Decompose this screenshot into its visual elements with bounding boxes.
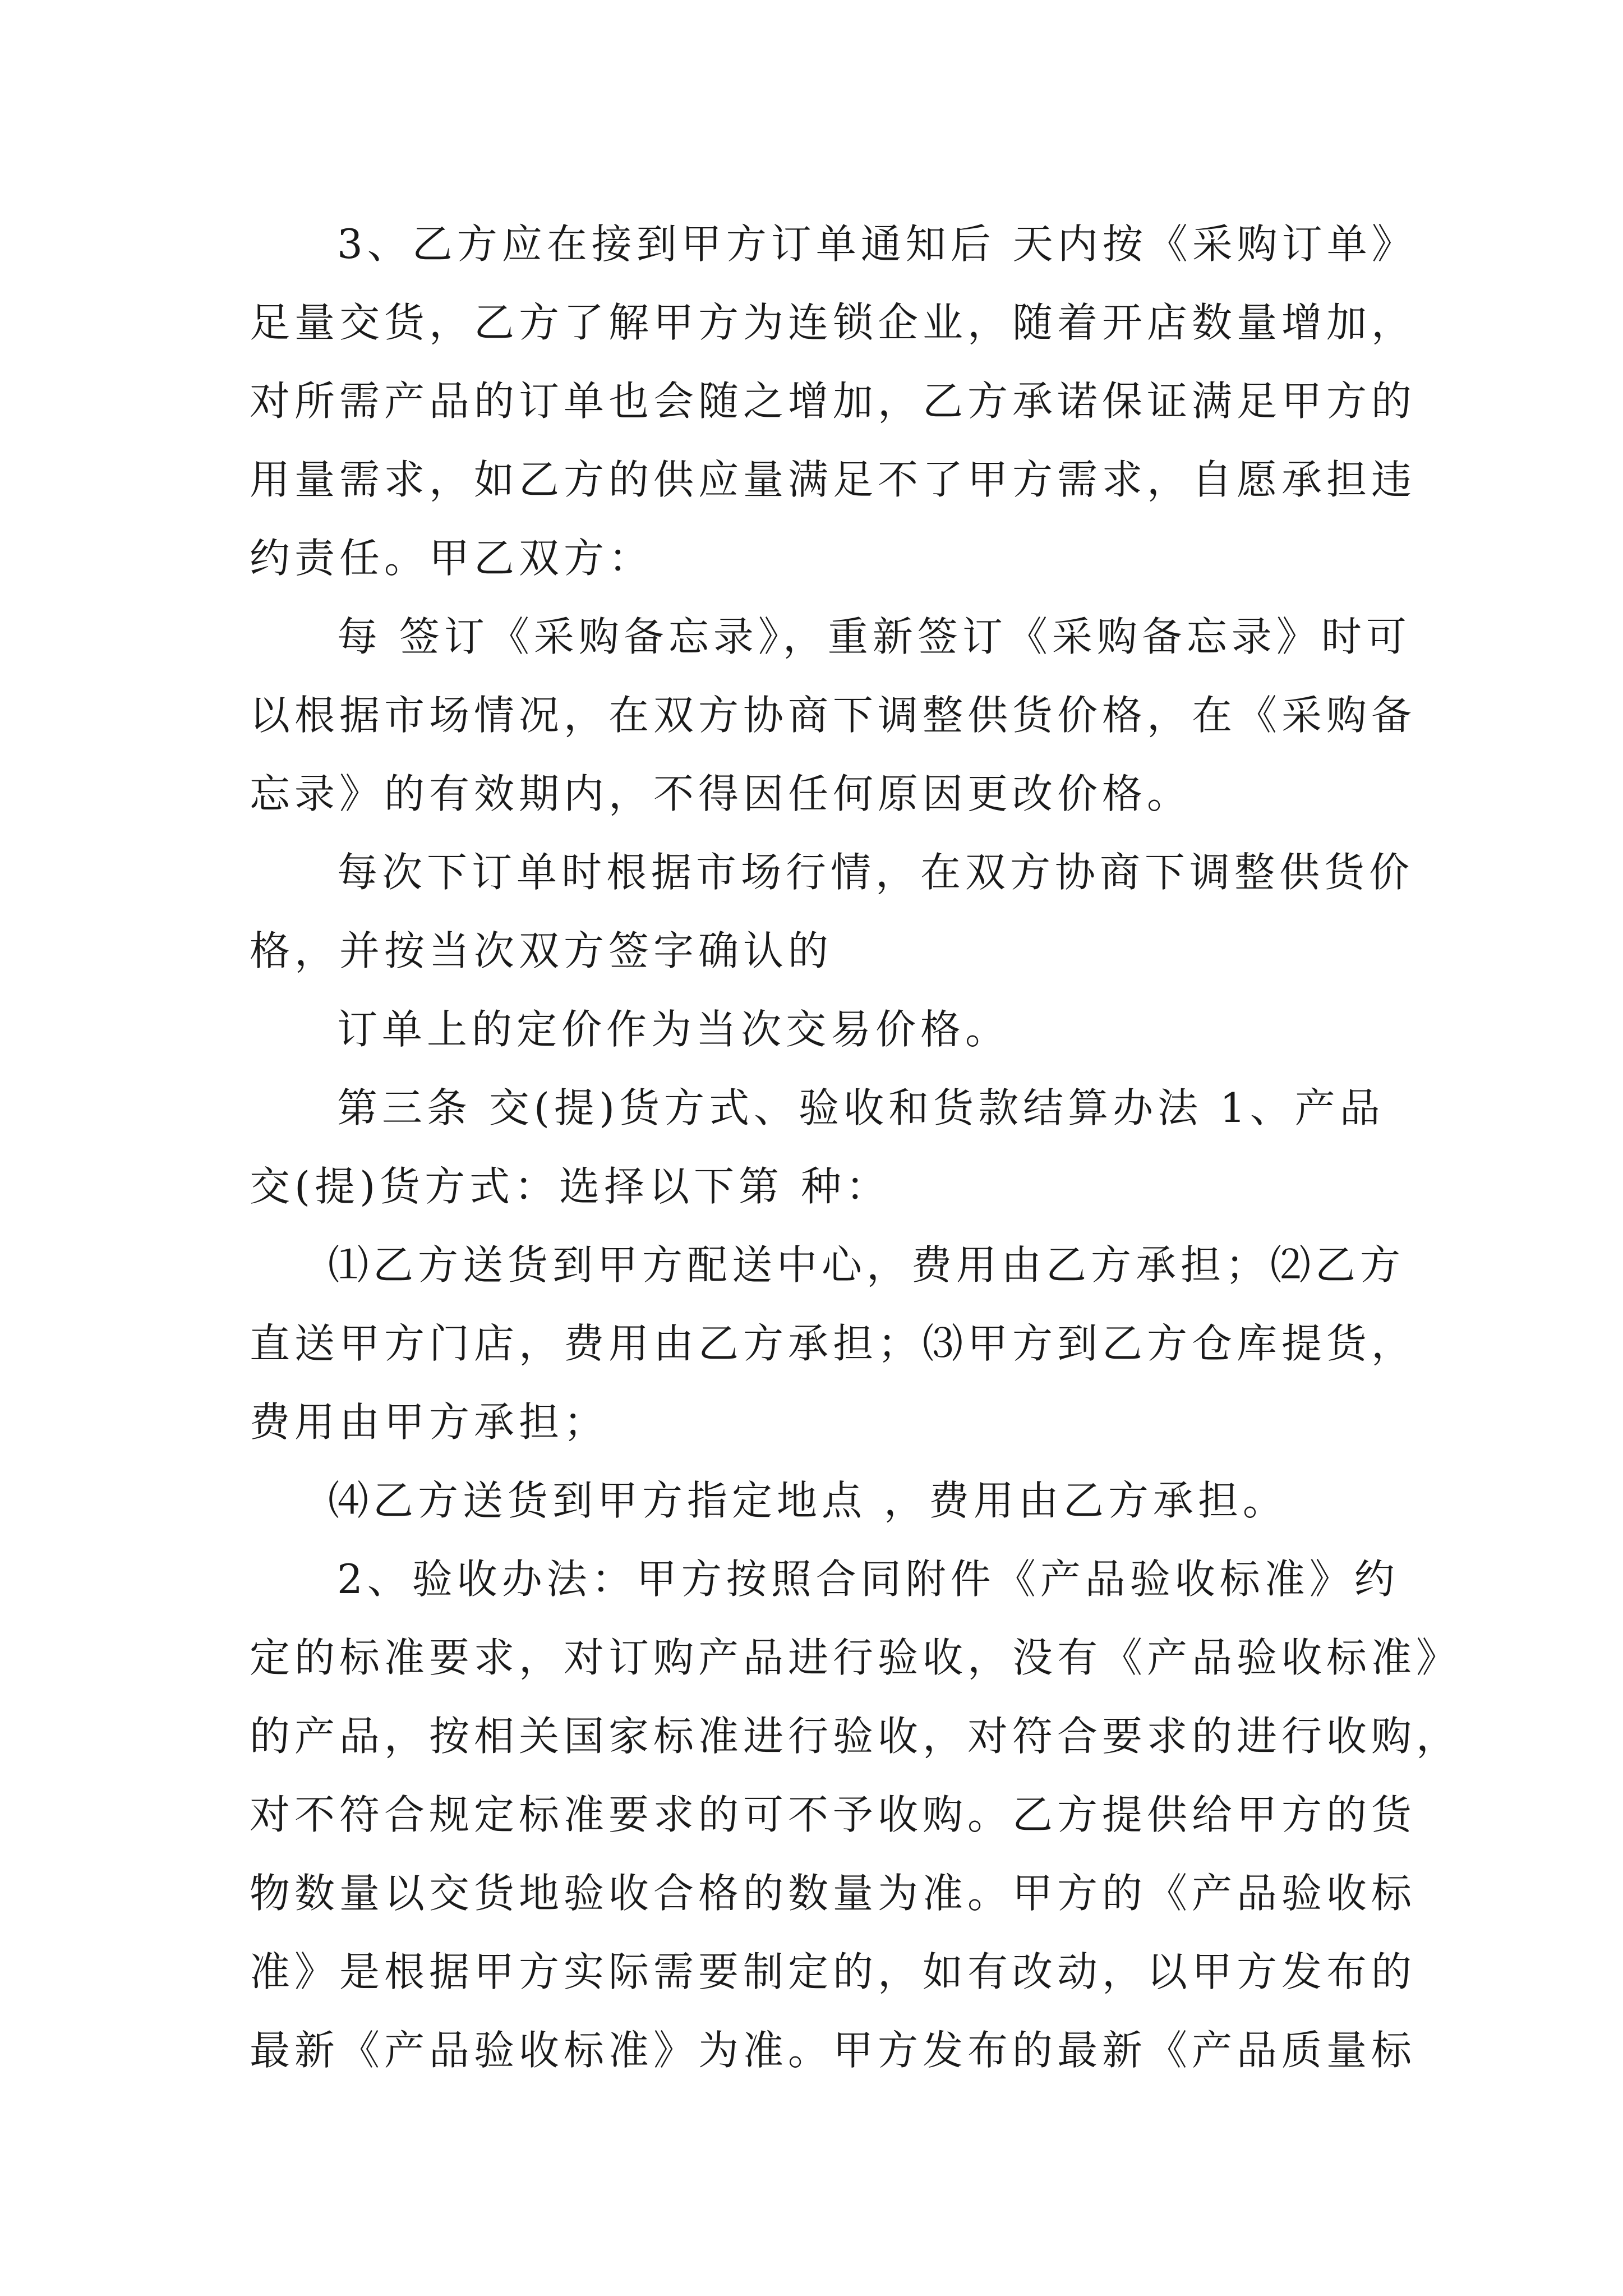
text-line: ⑴乙方送货到甲方配送中心，费用由乙方承担；⑵乙方 bbox=[328, 1241, 1405, 1289]
text-line: 以根据市场情况，在双方协商下调整供货价格，在《采购备 bbox=[250, 692, 1417, 739]
document-body bbox=[250, 205, 1461, 2090]
text-line: 交(提)货方式：选择以下第 种： bbox=[250, 1163, 891, 1210]
text-line: 定的标准要求，对订购产品进行验收，没有《产品验收标准》 bbox=[250, 1634, 1461, 1681]
text-line: 2、验收办法：甲方按照合同附件《产品验收标准》约 bbox=[337, 1556, 1399, 1603]
text-line: 费用由甲方承担； bbox=[250, 1398, 609, 1446]
text-line: 每 签订《采购备忘录》，重新签订《采购备忘录》时可 bbox=[337, 613, 1411, 660]
text-line: 对不符合规定标准要求的可不予收购。乙方提供给甲方的货 bbox=[250, 1791, 1417, 1838]
text-line: 对所需产品的订单也会随之增加，乙方承诺保证满足甲方的 bbox=[250, 378, 1417, 425]
text-line: 3、乙方应在接到甲方订单通知后 天内按《采购订单》 bbox=[337, 220, 1417, 268]
text-line: 每次下订单时根据市场行情，在双方协商下调整供货价 bbox=[337, 849, 1414, 896]
text-line: 最新《产品验收标准》为准。甲方发布的最新《产品质量标 bbox=[250, 2027, 1417, 2074]
text-line: 用量需求，如乙方的供应量满足不了甲方需求，自愿承担违 bbox=[250, 456, 1417, 503]
text-line: 订单上的定价作为当次交易价格。 bbox=[337, 1006, 1011, 1053]
text-line: 格，并按当次双方签字确认的 bbox=[250, 927, 833, 974]
text-line: 准》是根据甲方实际需要制定的，如有改动，以甲方发布的 bbox=[250, 1948, 1417, 1995]
text-line: ⑷乙方送货到甲方指定地点 ，费用由乙方承担。 bbox=[328, 1477, 1288, 1524]
text-line: 的产品，按相关国家标准进行验收，对符合要求的进行收购， bbox=[250, 1713, 1461, 1760]
text-line: 忘录》的有效期内，不得因任何原因更改价格。 bbox=[250, 770, 1192, 817]
text-line: 约责任。甲乙双方： bbox=[250, 535, 654, 582]
text-line: 足量交货，乙方了解甲方为连锁企业，随着开店数量增加， bbox=[250, 299, 1417, 346]
text-line: 物数量以交货地验收合格的数量为准。甲方的《产品验收标 bbox=[250, 1870, 1417, 1917]
text-line: 直送甲方门店，费用由乙方承担；⑶甲方到乙方仓库提货， bbox=[250, 1320, 1417, 1367]
text-line: 第三条 交(提)货方式、验收和货款结算办法 1、产品 bbox=[337, 1084, 1385, 1131]
